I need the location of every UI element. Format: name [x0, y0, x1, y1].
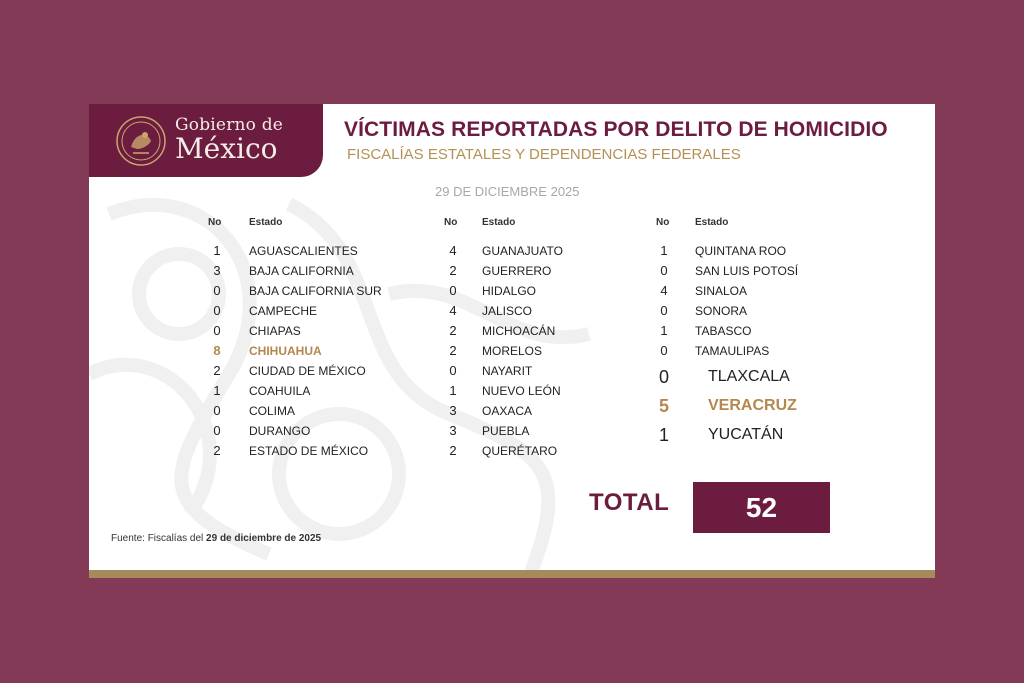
row-count: 0: [213, 283, 221, 298]
row-estado: PUEBLA: [482, 424, 530, 438]
row-count: 3: [449, 423, 457, 438]
row-count: 0: [660, 303, 668, 318]
row-count: 0: [449, 283, 457, 298]
source-prefix: Fuente: Fiscalías del: [111, 533, 207, 544]
total-value: 52: [693, 482, 830, 533]
row-count: 2: [449, 343, 457, 358]
row-estado: NAYARIT: [482, 364, 533, 378]
row-count: 2: [213, 363, 221, 378]
row-count: 1: [660, 323, 668, 338]
row-estado: BAJA CALIFORNIA: [249, 264, 354, 278]
row-estado: VERACRUZ: [708, 397, 797, 414]
row-count: 1: [658, 425, 669, 445]
row-estado: SAN LUIS POTOSÍ: [695, 264, 799, 278]
row-estado: QUERÉTARO: [482, 444, 558, 458]
footer-bar: [89, 570, 935, 578]
gobierno-logo: [89, 104, 323, 177]
source-note: [111, 533, 321, 544]
mexico-text: México: [175, 132, 278, 165]
row-count: 5: [658, 396, 669, 416]
national-seal-icon: [115, 115, 167, 167]
row-estado: GUERRERO: [482, 264, 552, 278]
row-count: 1: [213, 383, 221, 398]
gobierno-text: Gobierno de: [175, 115, 284, 135]
row-estado: DURANGO: [249, 424, 311, 438]
row-count: 0: [213, 303, 221, 318]
row-count: 0: [660, 263, 668, 278]
row-estado: TABASCO: [695, 324, 752, 338]
col2-no-header: No: [444, 217, 458, 228]
row-estado: BAJA CALIFORNIA SUR: [249, 284, 382, 298]
row-count: 3: [449, 403, 457, 418]
row-estado: COLIMA: [249, 404, 296, 418]
row-estado: CIUDAD DE MÉXICO: [249, 364, 366, 378]
page-subtitle: FISCALÍAS ESTATALES Y DEPENDENCIAS FEDERALES: [347, 146, 741, 163]
row-estado: NUEVO LEÓN: [482, 384, 561, 398]
report-date: 29 DE DICIEMBRE 2025: [435, 184, 580, 199]
row-count: 3: [213, 263, 221, 278]
row-estado: OAXACA: [482, 404, 533, 418]
row-count: 2: [213, 443, 221, 458]
row-count: 8: [213, 343, 221, 358]
row-count: 0: [658, 367, 669, 387]
row-estado: CAMPECHE: [249, 304, 318, 318]
row-count: 0: [449, 363, 457, 378]
row-estado: GUANAJUATO: [482, 244, 563, 258]
row-estado: CHIAPAS: [249, 324, 301, 338]
col2-estado-header: Estado: [482, 217, 516, 228]
row-count: 2: [449, 323, 457, 338]
row-count: 4: [449, 303, 457, 318]
row-estado: JALISCO: [482, 304, 533, 318]
row-estado: MICHOACÁN: [482, 324, 556, 338]
row-count: 2: [449, 443, 457, 458]
row-count: 4: [660, 283, 668, 298]
col3-no-header: No: [656, 217, 670, 228]
row-count: 0: [213, 423, 221, 438]
row-estado: HIDALGO: [482, 284, 537, 298]
row-estado: SINALOA: [695, 284, 748, 298]
row-count: 0: [213, 403, 221, 418]
row-estado: QUINTANA ROO: [695, 244, 787, 258]
row-estado: TAMAULIPAS: [695, 344, 770, 358]
row-estado: COAHUILA: [249, 384, 311, 398]
col3-estado-header: Estado: [695, 217, 729, 228]
source-date: 29 de diciembre de 2025: [206, 533, 322, 544]
row-estado: TLAXCALA: [708, 368, 790, 385]
row-estado: SONORA: [695, 304, 748, 318]
col1-estado-header: Estado: [249, 217, 283, 228]
row-count: 1: [213, 243, 221, 258]
row-count: 0: [213, 323, 221, 338]
row-estado: AGUASCALIENTES: [249, 244, 358, 258]
row-estado: CHIHUAHUA: [249, 344, 322, 358]
row-estado: YUCATÁN: [708, 426, 784, 443]
row-estado: ESTADO DE MÉXICO: [249, 444, 369, 458]
row-count: 4: [449, 243, 457, 258]
row-count: 1: [660, 243, 668, 258]
row-count: 0: [660, 343, 668, 358]
row-count: 2: [449, 263, 457, 278]
infographic-card: [89, 104, 935, 578]
row-estado: MORELOS: [482, 344, 543, 358]
page-title: VÍCTIMAS REPORTADAS POR DELITO DE HOMICIDIO: [344, 118, 888, 141]
col1-no-header: No: [208, 217, 222, 228]
total-label: TOTAL: [589, 489, 670, 516]
row-count: 1: [449, 383, 457, 398]
